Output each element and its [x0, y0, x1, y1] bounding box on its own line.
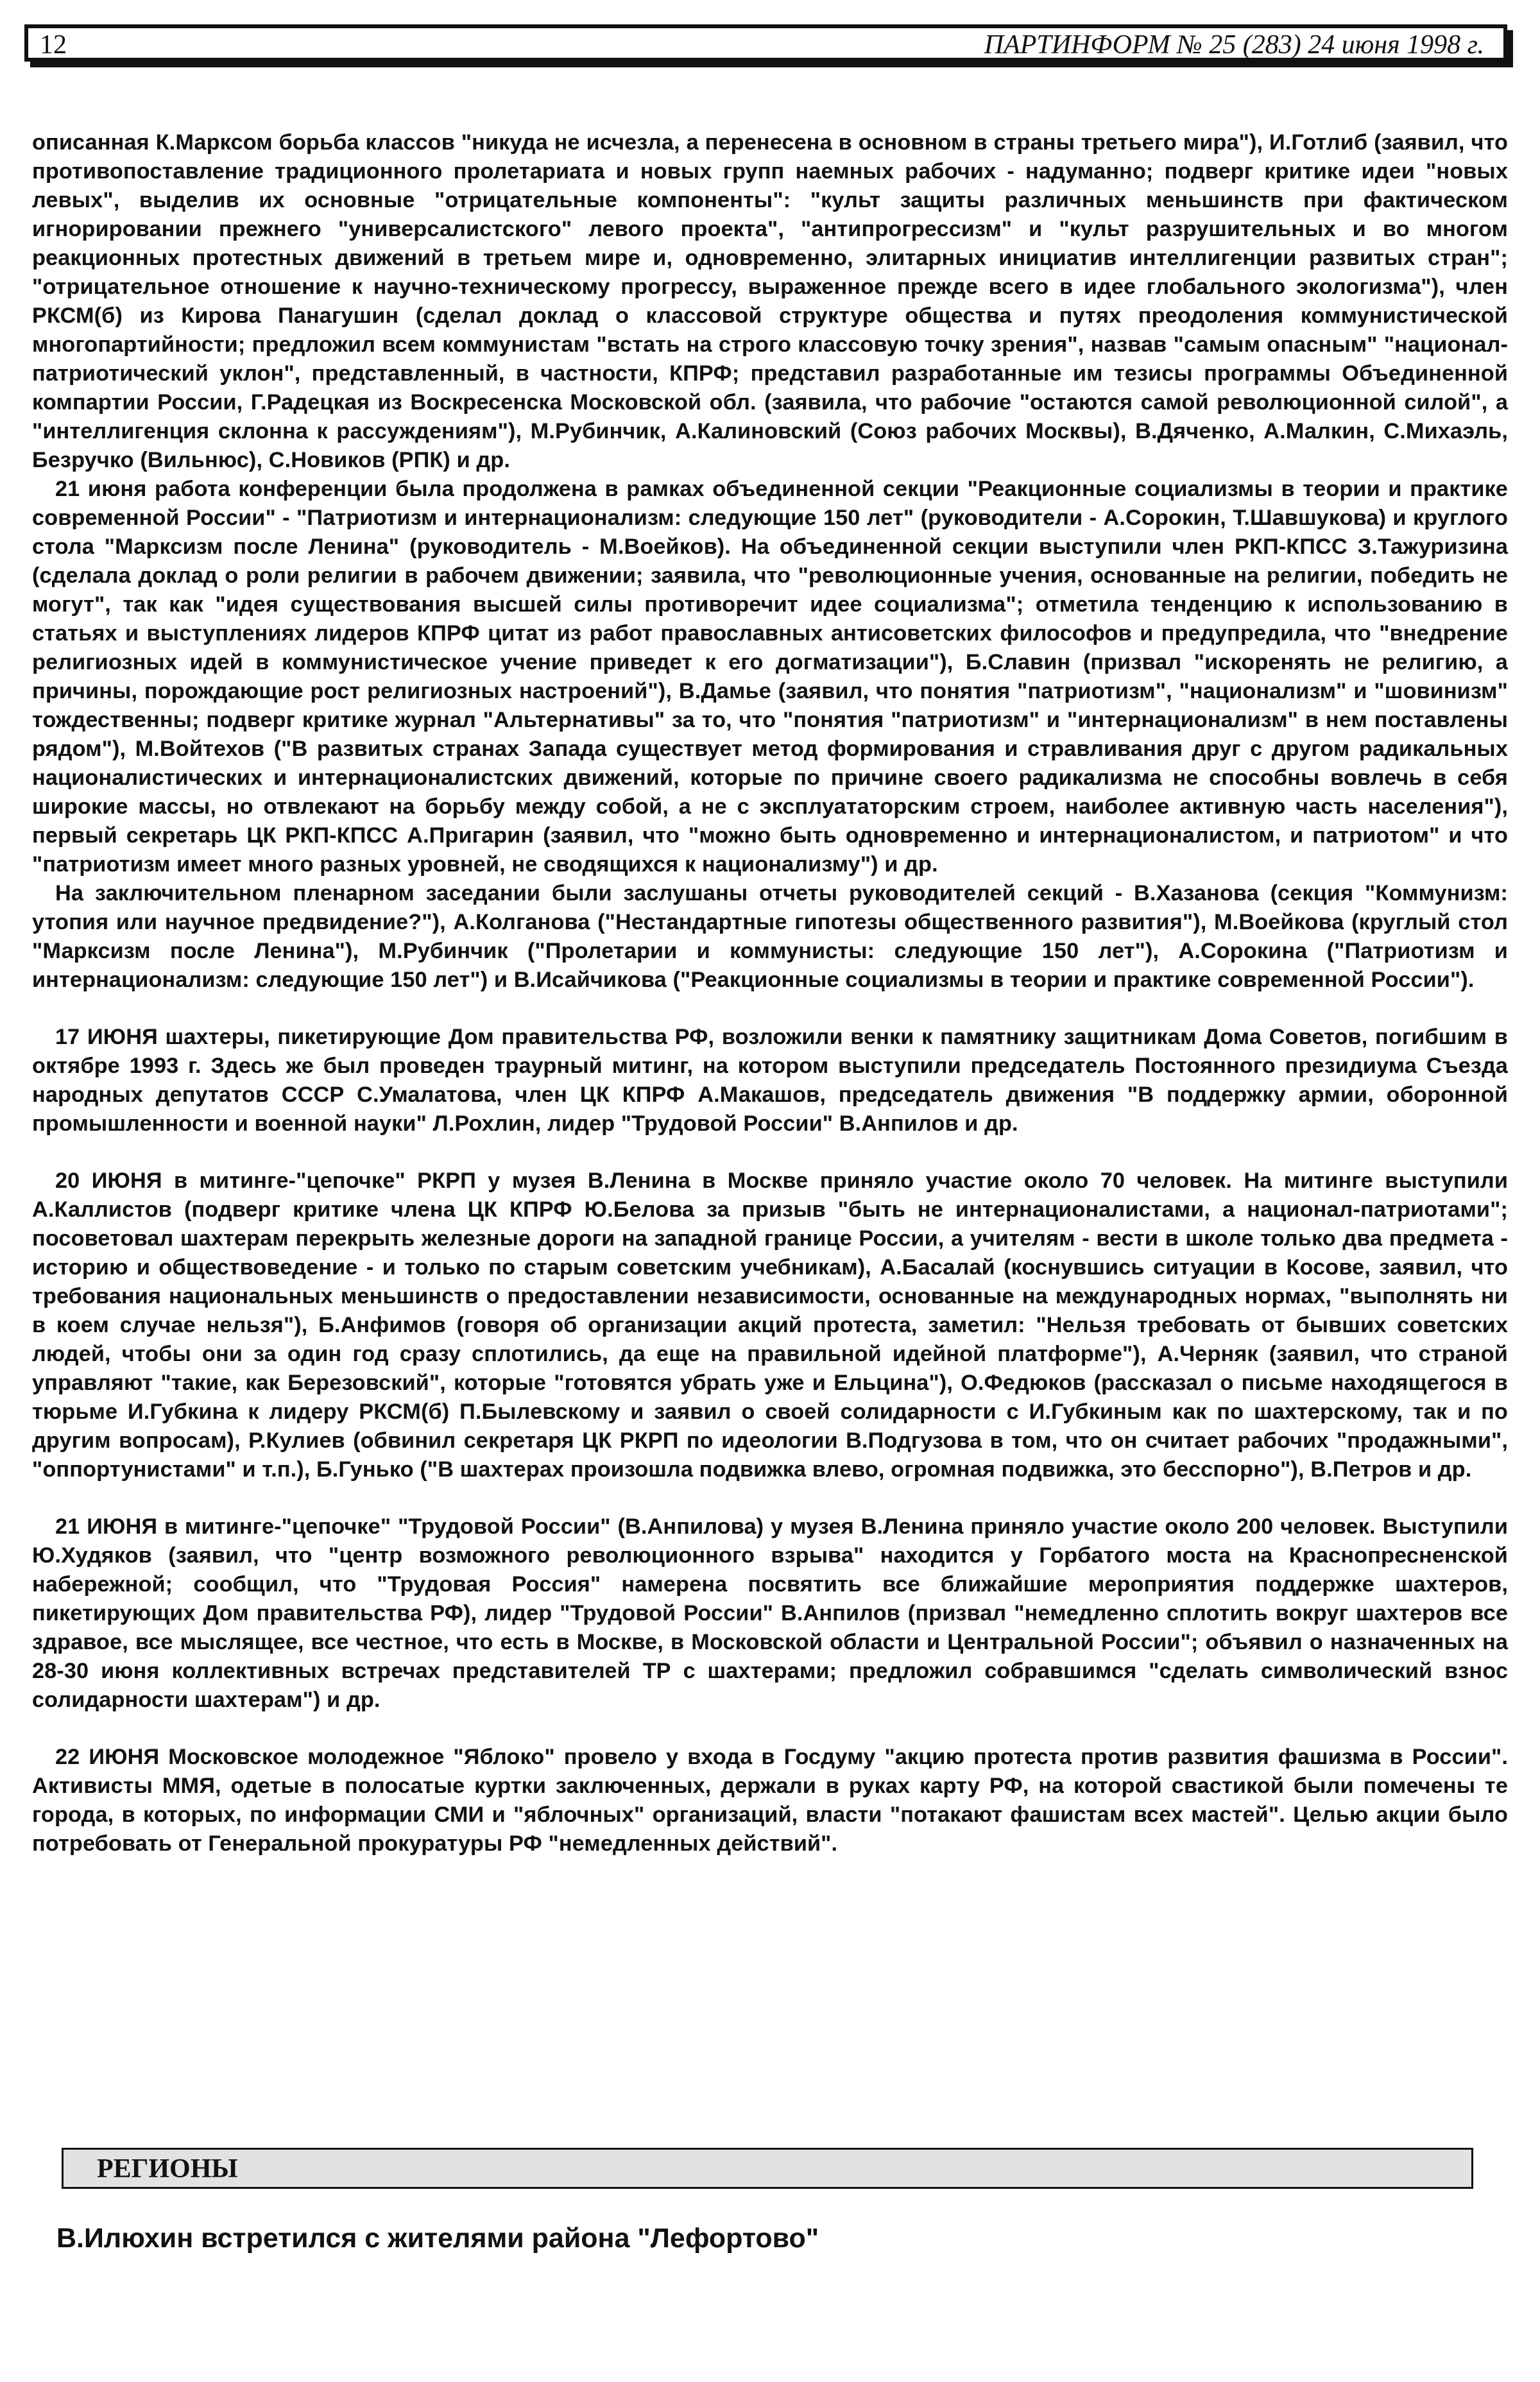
- paragraph-conference-continued: описанная К.Марксом борьба классов "никуда не исчезла, а перенесена в основном в страны третьего мира"), И.Готлиб (заявил, что противопоставление традиционного пролетариата и новых групп наемных рабочих - надуманно; подверг критике идеи "новых левых", выделив их основные "отрицательные компоненты": "культ защиты различных меньшинств при фактическом игнорировании прежнего "универсалистского" левого проекта", "антипрогрессизм" и "культ разрушительных и во многом реакционных протестных движений в третьем мире и, одновременно, элитарных инициатив интеллигенции развитых стран"; "отрицательное отношение к научно-техническому прогрессу, выраженное прежде всего в идее глобального экологизма"), член РКСМ(б) из Кирова Панагушин (сделал доклад о классовой структуре общества и путях преодоления коммунистической многопартийности; предложил всем коммунистам "встать на строго классовую точку зрения", назвав "самым опасным" "национал-патриотический уклон", представленный, в частности, КПРФ; представил разработанные им тезисы программы Объединенной компартии России, Г.Радецкая из Воскресенска Московской обл. (заявила, что рабочие "остаются самой революционной силой", а "интеллигенция склонна к рассуждениям"), М.Рубинчик, А.Калиновский (Союз рабочих Москвы), В.Дяченко, А.Малкин, С.Михаэль, Безручко (Вильнюс), С.Новиков (РПК) и др.: [32, 130, 1508, 472]
- article-headline: В.Илюхин встретился с жителями района "Лефортово": [56, 2223, 819, 2254]
- section-title: РЕГИОНЫ: [97, 2154, 238, 2184]
- paragraph-june-20: 20 ИЮНЯ в митинге-"цепочке" РКРП у музея В.Ленина в Москве приняло участие около 70 человек. На митинге выступили А.Каллистов (подверг критике члена ЦК КПРФ Ю.Белова за призыв "быть не интернационалистами, а национал-патриотами"; посоветовал шахтерам перекрыть железные дороги на западной границе России, а учителям - вести в школе только два предмета - историю и обществоведение - и только по старым советским учебникам), А.Басалай (коснувшись ситуации в Косове, заявил, что требования национальных меньшинств о предоставлении независимости, основанные на международных нормах, "выполнять ни в коем случае нельзя"), Б.Анфимов (говоря об организации акций протеста, заметил: "Нельзя требовать от бывших советских людей, чтобы они за один год сразу сплотились, да еще на правильной идейной платформе"), А.Черняк (заявил, что страной управляют "такие, как Березовский", которые "готовятся убрать уже и Ельцина"), О.Федюков (рассказал о письме находящегося в тюрьме И.Губкина к лидеру РКСМ(б) П.Былевскому и заявил о своей солидарности с И.Губкиным как по шахтерскому, так и по другим вопросам), Р.Кулиев (обвинил секретаря ЦК РКРП по идеологии В.Подгузова в том, что он считает рабочих "продажными", "оппортунистами" и т.п.), Б.Гунько ("В шахтерах произошла подвижка влево, огромная подвижка, это бесспорно"), В.Петров и др.: [32, 1169, 1508, 1482]
- page-header: [24, 24, 1507, 62]
- paragraph-june-22: 22 ИЮНЯ Московское молодежное "Яблоко" провело у входа в Госдуму "акцию протеста против развития фашизма в России". Активисты ММЯ, одетые в полосатые куртки заключенных, держали в руках карту РФ, на которой свастикой были помечены те города, в которых, по информации СМИ и "яблочных" организаций, власти "потакают фашистам всех мастей". Целью акции было потребовать от Генеральной прокуратуры РФ "немедленных действий".: [32, 1745, 1508, 1856]
- page-number: 12: [40, 30, 67, 60]
- paragraph-june-21-sections: 21 июня работа конференции была продолжена в рамках объединенной секции "Реакционные социализмы в теории и практике современной России" - "Патриотизм и интернационализм: следующие 150 лет" (руководители - А.Сорокин, Т.Шавшукова) и круглого стола "Марксизм после Ленина" (руководитель - М.Воейков). На объединенной секции выступили член РКП-КПСС З.Тажуризина (сделала доклад о роли религии в рабочем движении; заявила, что "революционные учения, основанные на религии, победить не могут", так как "идея существования высшей силы противоречит идее социализма"; отметила тенденцию к использованию в статьях и выступлениях лидеров КПРФ цитат из работ православных антисоветских философов и предупредила, что "внедрение религиозных идей в коммунистическое учение приведет к его догматизации"), Б.Славин (призвал "искоренять не религию, а причины, порождающие рост религиозных настроений"), В.Дамье (заявил, что понятия "патриотизм", "национализм" и "шовинизм" тождественны; подверг критике журнал "Альтернативы" за то, что "понятия "патриотизм" и "интернационализм" в нем поставлены рядом"), М.Войтехов ("В развитых странах Запада существует метод формирования и стравливания друг с другом радикальных националистических и интернационалистских движений, которые по причине своего радикализма не способны вовлечь в себя широкие массы, но отвлекают на борьбу между собой, а не с эксплуататорским строем, наиболее активную часть населения"), первый секретарь ЦК РКП-КПСС А.Пригарин (заявил, что "можно быть одновременно и интернационалистом, и патриотом" и что "патриотизм имеет много разных уровней, не сводящихся к национализму") и др.: [32, 477, 1508, 877]
- paragraph-june-17: 17 ИЮНЯ шахтеры, пикетирующие Дом правительства РФ, возложили венки к памятнику защитникам Дома Советов, погибшим в октябре 1993 г. Здесь же был проведен траурный митинг, на котором выступили председатель Постоянного президиума Съезда народных депутатов СССР С.Умалатова, член ЦК КПРФ А.Макашов, председатель движения "В поддержку армии, оборонной промышленности и военной науки" Л.Рохлин, лидер "Трудовой России" В.Анпилов и др.: [32, 1025, 1508, 1136]
- issue-line: ПАРТИНФОРМ № 25 (283) 24 июня 1998 г.: [984, 30, 1484, 60]
- paragraph-june-21-rally: 21 ИЮНЯ в митинге-"цепочке" "Трудовой России" (В.Анпилова) у музея В.Ленина приняло участие около 200 человек. Выступили Ю.Худяков (заявил, что "центр возможного революционного взрыва" находится у Горбатого моста на Краснопресненской набережной; сообщил, что "Трудовая Россия" намерена посвятить все ближайшие мероприятия поддержке шахтеров, пикетирующих Дом правительства РФ), лидер "Трудовой России" В.Анпилов (призвал "немедленно сплотить вокруг шахтеров все здравое, все мыслящее, все честное, что есть в Москве, в Московской области и Центральной России"; объявил о назначенных на 28-30 июня коллективных встречах представителей ТР с шахтерами; предложил собравшимся "сделать символический взнос солидарности шахтерам") и др.: [32, 1514, 1508, 1712]
- article-body: [32, 128, 1508, 1858]
- paragraph-final-plenary: На заключительном пленарном заседании были заслушаны отчеты руководителей секций - В.Хазанова (секция "Коммунизм: утопия или научное предвидение?"), А.Колганова ("Нестандартные гипотезы общественного развития"), М.Воейкова (круглый стол "Марксизм после Ленина"), М.Рубинчик ("Пролетарии и коммунисты: следующие 150 лет"), А.Сорокина ("Патриотизм и интернационализм: следующие 150 лет") и В.Исайчикова ("Реакционные социализмы в теории и практике современной России").: [32, 881, 1508, 992]
- section-header-box: [62, 2148, 1473, 2189]
